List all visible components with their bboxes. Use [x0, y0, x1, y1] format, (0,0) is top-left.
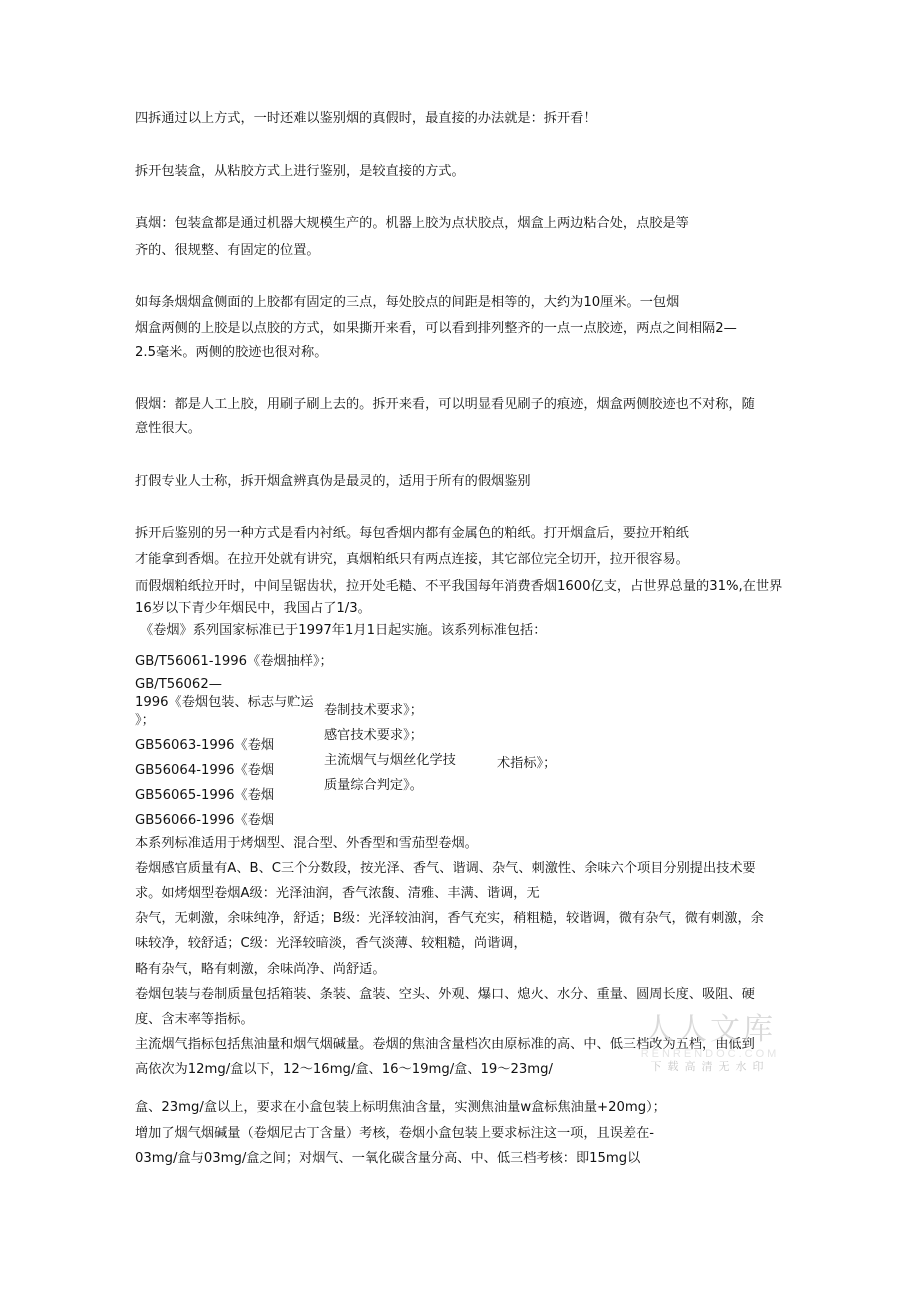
paragraph-5-line-2: 意性很大。 — [135, 421, 201, 436]
body-line-11: 盒、23mg/盒以上，要求在小盒包装上标明焦油含量，实测焦油量w盒标焦油量+20mg）； — [135, 1100, 666, 1115]
paragraph-4-line-3: 2.5毫米。两侧的胶迹也很对称。 — [135, 345, 328, 360]
paragraph-7-line-1: 拆开后鉴别的另一种方式是看内衬纸。每包香烟内都有金属色的粕纸。打开烟盒后，要拉开粕纸 — [135, 526, 689, 541]
standard-5-title: 主流烟气与烟丝化学技 — [324, 753, 456, 768]
paragraph-7-line-2: 才能拿到香烟。在拉开处就有讲究，真烟粕纸只有两点连接，其它部位完全切开，拉开很容易。 — [135, 552, 689, 567]
body-line-9: 主流烟气指标包括焦油量和烟气烟碱量。卷烟的焦油含量档次由原标准的高、中、低三档改为五档，由低到 — [135, 1037, 755, 1052]
paragraph-2: 拆开包装盒，从粘胶方式上进行鉴别，是较直接的方式。 — [135, 164, 465, 179]
standard-5-title-end: 术指标》； — [497, 756, 557, 771]
body-line-1: 本系列标准适用于烤烟型、混合型、外香型和雪茄型卷烟。 — [135, 836, 478, 851]
standard-2-title: 1996《卷烟包装、标志与贮运 — [135, 695, 314, 710]
standard-6: GB56066-1996《卷烟 — [135, 813, 275, 828]
body-line-4: 杂气，无刺激，余味纯净，舒适；B级：光泽较油润，香气充实，稍粗糙，较谐调，微有杂气，微有刺激，余 — [135, 911, 764, 926]
body-line-2: 卷烟感官质量有A、B、C三个分数段，按光泽、香气、谐调、杂气、刺激性、余味六个项目分别提出技术要 — [135, 861, 756, 876]
paragraph-6: 打假专业人士称，拆开烟盒辨真伪是最灵的，适用于所有的假烟鉴别 — [135, 474, 531, 489]
watermark-latin: RENRENDOC.COM — [640, 1048, 780, 1060]
paragraph-3-line-1: 真烟：包装盒都是通过机器大规模生产的。机器上胶为点状胶点，烟盒上两边粘合处，点胶是等 — [135, 216, 689, 231]
body-line-6: 略有杂气，略有刺激，余味尚净、尚舒适。 — [135, 962, 386, 977]
standard-1: GB/T56061-1996《卷烟抽样》； — [135, 654, 333, 669]
watermark — [640, 1012, 780, 1074]
standard-3-title: 卷制技术要求》； — [324, 703, 423, 718]
body-line-12: 增加了烟气烟碱量（卷烟尼古丁含量）考核，卷烟小盒包装上要求标注这一项，且误差在- — [135, 1126, 655, 1141]
standard-3: GB56063-1996《卷烟 — [135, 738, 275, 753]
paragraph-9: 《卷烟》系列国家标准已于1997年1月1日起实施。该系列标准包括： — [140, 623, 547, 638]
paragraph-4-line-1: 如每条烟烟盒侧面的上胶都有固定的三点，每处胶点的间距是相等的，大约为10厘米。一包烟 — [135, 295, 680, 310]
body-line-7: 卷烟包装与卷制质量包括箱装、条装、盒装、空头、外观、爆口、熄火、水分、重量、圆周长度、吸阻、硬 — [135, 987, 755, 1002]
paragraph-3-line-2: 齐的、很规整、有固定的位置。 — [135, 243, 320, 258]
standard-4-title: 感官技术要求》； — [324, 728, 423, 743]
paragraph-4-line-2: 烟盒两侧的上胶是以点胶的方式，如果撕开来看，可以看到排列整齐的一点一点胶迹，两点之间相隔2— — [135, 321, 737, 336]
body-line-3: 求。如烤烟型卷烟A级：光泽油润，香气浓馥、清雅、丰满、谐调，无 — [135, 886, 540, 901]
standard-5: GB56065-1996《卷烟 — [135, 788, 275, 803]
paragraph-1: 四拆通过以上方式，一时还难以鉴别烟的真假时，最直接的办法就是：拆开看！ — [135, 111, 597, 126]
body-line-5: 味较净，较舒适；C级：光泽较暗淡，香气淡薄、较粗糙，尚谐调， — [135, 936, 527, 951]
watermark-title: 人人文库 — [644, 1012, 776, 1047]
standard-4: GB56064-1996《卷烟 — [135, 763, 275, 778]
standard-2-code: GB/T56062— — [135, 677, 222, 692]
body-line-10: 高依次为12mg/盒以下，12〜16mg/盒、16〜19mg/盒、19〜23mg/ — [135, 1062, 553, 1077]
standard-6-title: 质量综合判定》。 — [324, 778, 423, 793]
standard-2-end: 》； — [135, 713, 155, 728]
watermark-subtitle: 下载高清无水印 — [650, 1060, 770, 1073]
body-line-13: 03mg/盒与03mg/盒之间；对烟气、一氧化碳含量分高、中、低三档考核：即15mg以 — [135, 1151, 641, 1166]
paragraph-8: 而假烟粕纸拉开时，中间呈锯齿状，拉开处毛糙、不平我国每年消费香烟1600亿支，占世界总量的31%,在世界16岁以下青少年烟民中，我国占了1/3。 — [135, 579, 783, 616]
paragraph-5-line-1: 假烟：都是人工上胶，用刷子刷上去的。拆开来看，可以明显看见刷子的痕迹，烟盒两侧胶迹也不对称，随 — [135, 397, 755, 412]
body-line-8: 度、含末率等指标。 — [135, 1012, 254, 1027]
